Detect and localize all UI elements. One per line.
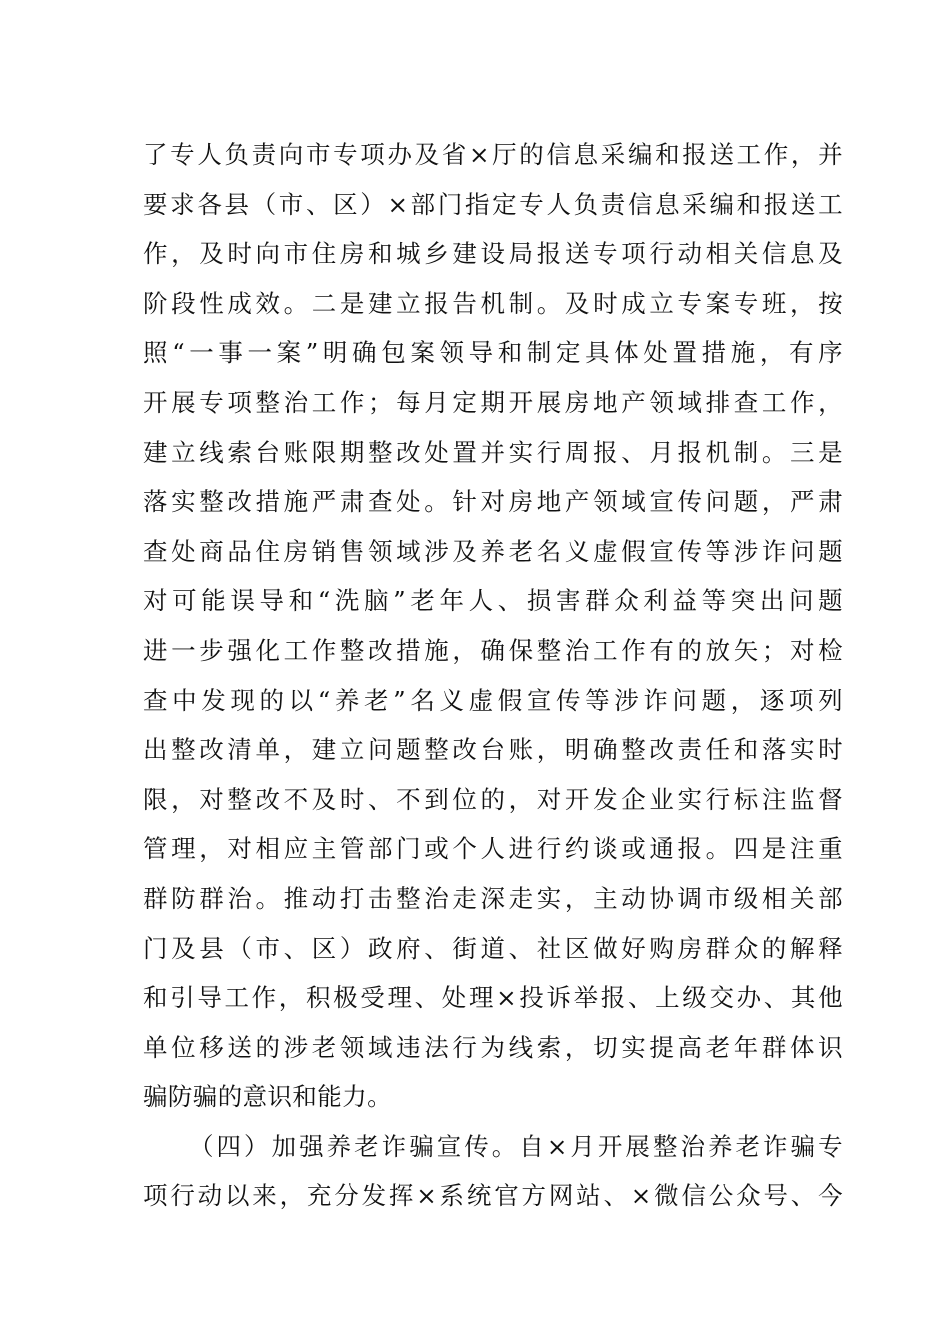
- text-line: 对可能误导和“洗脑”老年人、损害群众利益等突出问题: [143, 586, 843, 616]
- text-line: 了专人负责向市专项办及省×厅的信息采编和报送工作，并: [143, 140, 843, 169]
- text-line: 群防群治。推动打击整治走深走实，主动协调市级相关部: [143, 883, 843, 913]
- body-text: [143, 130, 843, 1221]
- text-line: （四）加强养老诈骗宣传。自×月开展整治养老诈骗专: [189, 1131, 843, 1161]
- text-line: 和引导工作，积极受理、处理×投诉举报、上级交办、其他: [143, 983, 843, 1013]
- text-line: 进一步强化工作整改措施，确保整治工作有的放矢；对检: [143, 635, 843, 665]
- text-line: 限，对整改不及时、不到位的，对开发企业实行标注监督: [143, 784, 843, 814]
- text-line: 查中发现的以“养老”名义虚假宣传等涉诈问题，逐项列: [143, 685, 843, 715]
- text-line: 照“一事一案”明确包案领导和制定具体处置措施，有序: [143, 338, 843, 368]
- text-line: 单位移送的涉老领域违法行为线索，切实提高老年群体识: [143, 1032, 843, 1062]
- text-line: 出整改清单，建立问题整改台账，明确整改责任和落实时: [143, 735, 843, 765]
- text-line: 开展专项整治工作；每月定期开展房地产领域排查工作，: [143, 387, 843, 417]
- text-line: 阶段性成效。二是建立报告机制。及时成立专案专班，按: [143, 288, 843, 318]
- text-line: 建立线索台账限期整改处置并实行周报、月报机制。三是: [143, 437, 843, 467]
- text-line: 作，及时向市住房和城乡建设局报送专项行动相关信息及: [143, 239, 843, 269]
- text-line: 落实整改措施严肃查处。针对房地产领域宣传问题，严肃: [143, 487, 843, 517]
- text-line: 管理，对相应主管部门或个人进行约谈或通报。四是注重: [143, 834, 843, 864]
- text-line: 项行动以来，充分发挥×系统官方网站、×微信公众号、今: [143, 1181, 843, 1211]
- text-line: 要求各县（市、区）×部门指定专人负责信息采编和报送工: [143, 189, 843, 219]
- text-line: 门及县（市、区）政府、街道、社区做好购房群众的解释: [143, 933, 843, 963]
- text-line: 骗防骗的意识和能力。: [143, 1082, 392, 1112]
- text-line: 查处商品住房销售领域涉及养老名义虚假宣传等涉诈问题: [143, 536, 843, 566]
